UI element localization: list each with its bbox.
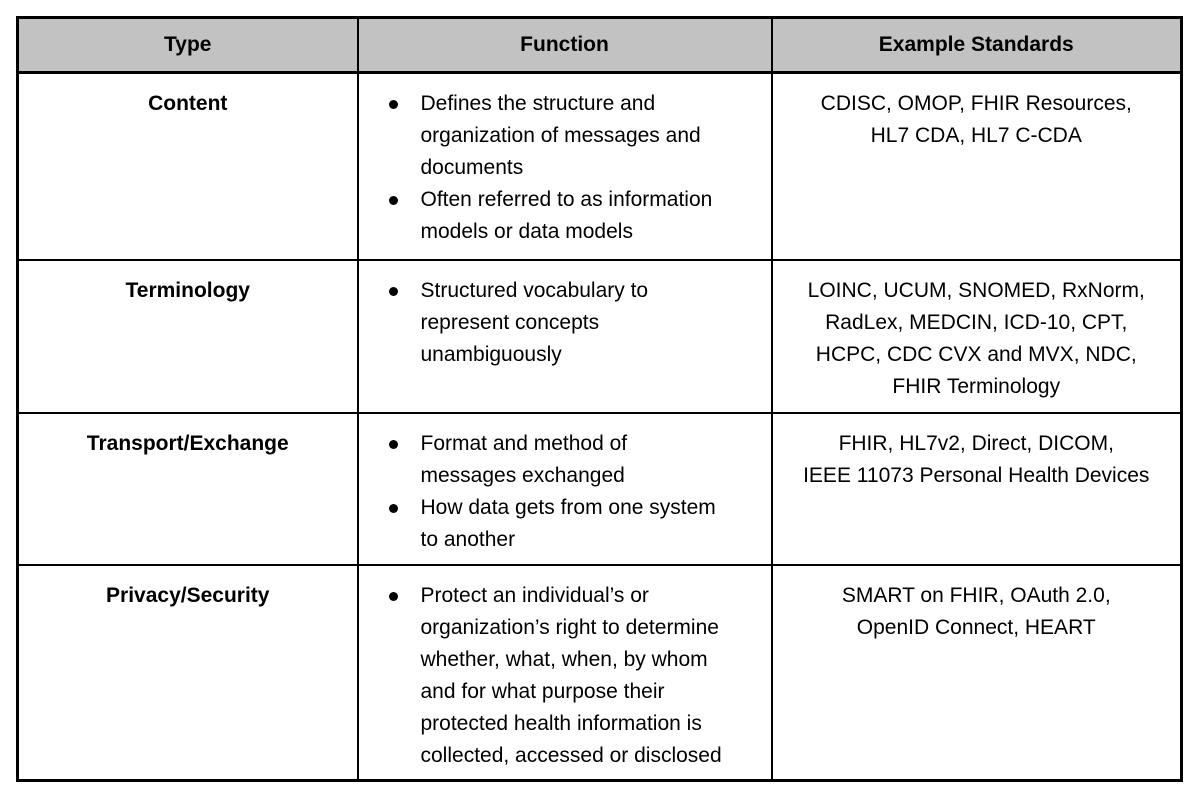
column-header-example-standards: Example Standards <box>772 18 1182 73</box>
bullet-text <box>421 88 701 184</box>
text-line: protected health information is <box>420 711 702 735</box>
type-cell: Transport/Exchange <box>18 413 358 565</box>
list-item <box>359 580 771 772</box>
list-item <box>359 275 771 371</box>
bullet-text <box>421 428 628 492</box>
function-list <box>359 275 771 371</box>
type-cell: Privacy/Security <box>18 565 358 781</box>
bullet-text <box>421 580 722 772</box>
bullet-text <box>421 275 649 371</box>
function-cell <box>358 260 772 413</box>
standards-table-container <box>16 16 1183 782</box>
table-row-content <box>18 73 1182 260</box>
bullet-icon <box>389 100 398 109</box>
text-line: Defines the structure and <box>420 92 656 115</box>
bullet-icon <box>389 196 398 205</box>
text-line: models or data models <box>420 220 633 243</box>
list-item <box>359 428 771 492</box>
function-cell <box>358 73 772 260</box>
type-cell: Terminology <box>18 260 358 413</box>
text-line: Structured vocabulary to <box>420 278 649 302</box>
text-line: CDISC, OMOP, FHIR Resources, <box>820 92 1132 115</box>
list-item <box>359 492 771 556</box>
text-line: FHIR Terminology <box>892 374 1061 398</box>
list-item <box>359 184 771 248</box>
text-line: organization’s right to determine <box>420 615 719 639</box>
column-header-type: Type <box>18 18 358 73</box>
text-line: Protect an individual’s or <box>420 583 649 607</box>
text-line: LOINC, UCUM, SNOMED, RxNorm, <box>807 278 1145 302</box>
examples-cell <box>772 413 1182 565</box>
text-line: HL7 CDA, HL7 C-CDA <box>870 124 1082 147</box>
examples-cell <box>772 73 1182 260</box>
text-line: documents <box>420 156 524 179</box>
examples-cell <box>772 260 1182 413</box>
standards-table <box>16 16 1183 782</box>
text-line: collected, accessed or disclosed <box>420 743 722 767</box>
table-row-privacy-security <box>18 565 1182 781</box>
examples-cell <box>772 565 1182 781</box>
text-line: How data gets from one system <box>420 495 716 519</box>
bullet-text <box>421 184 713 248</box>
table-row-transport-exchange <box>18 413 1182 565</box>
text-line: unambiguously <box>420 342 562 366</box>
text-line: OpenID Connect, HEART <box>856 615 1096 639</box>
text-line: Often referred to as information <box>420 188 713 211</box>
text-line: RadLex, MEDCIN, ICD-10, CPT, <box>825 310 1128 334</box>
text-line: messages exchanged <box>420 463 625 487</box>
bullet-icon <box>389 287 398 296</box>
bullet-icon <box>389 592 398 601</box>
text-line: represent concepts <box>420 310 600 334</box>
header-row <box>18 18 1182 73</box>
text-line: organization of messages and <box>420 124 701 147</box>
text-line: to another <box>420 527 516 551</box>
text-line: SMART on FHIR, OAuth 2.0, <box>841 583 1111 607</box>
table-row-terminology <box>18 260 1182 413</box>
function-cell <box>358 565 772 781</box>
function-list <box>359 580 771 772</box>
function-list <box>359 428 771 556</box>
text-line: FHIR, HL7v2, Direct, DICOM, <box>838 431 1114 455</box>
type-cell: Content <box>18 73 358 260</box>
function-cell <box>358 413 772 565</box>
bullet-text <box>421 492 716 556</box>
text-line: Format and method of <box>420 431 628 455</box>
column-header-function: Function <box>358 18 772 73</box>
list-item <box>359 88 771 184</box>
text-line: IEEE 11073 Personal Health Devices <box>803 463 1150 487</box>
bullet-icon <box>389 504 398 513</box>
text-line: HCPC, CDC CVX and MVX, NDC, <box>815 342 1137 366</box>
text-line: whether, what, when, by whom <box>420 647 708 671</box>
bullet-icon <box>389 440 398 449</box>
text-line: and for what purpose their <box>420 679 665 703</box>
function-list <box>359 88 771 248</box>
